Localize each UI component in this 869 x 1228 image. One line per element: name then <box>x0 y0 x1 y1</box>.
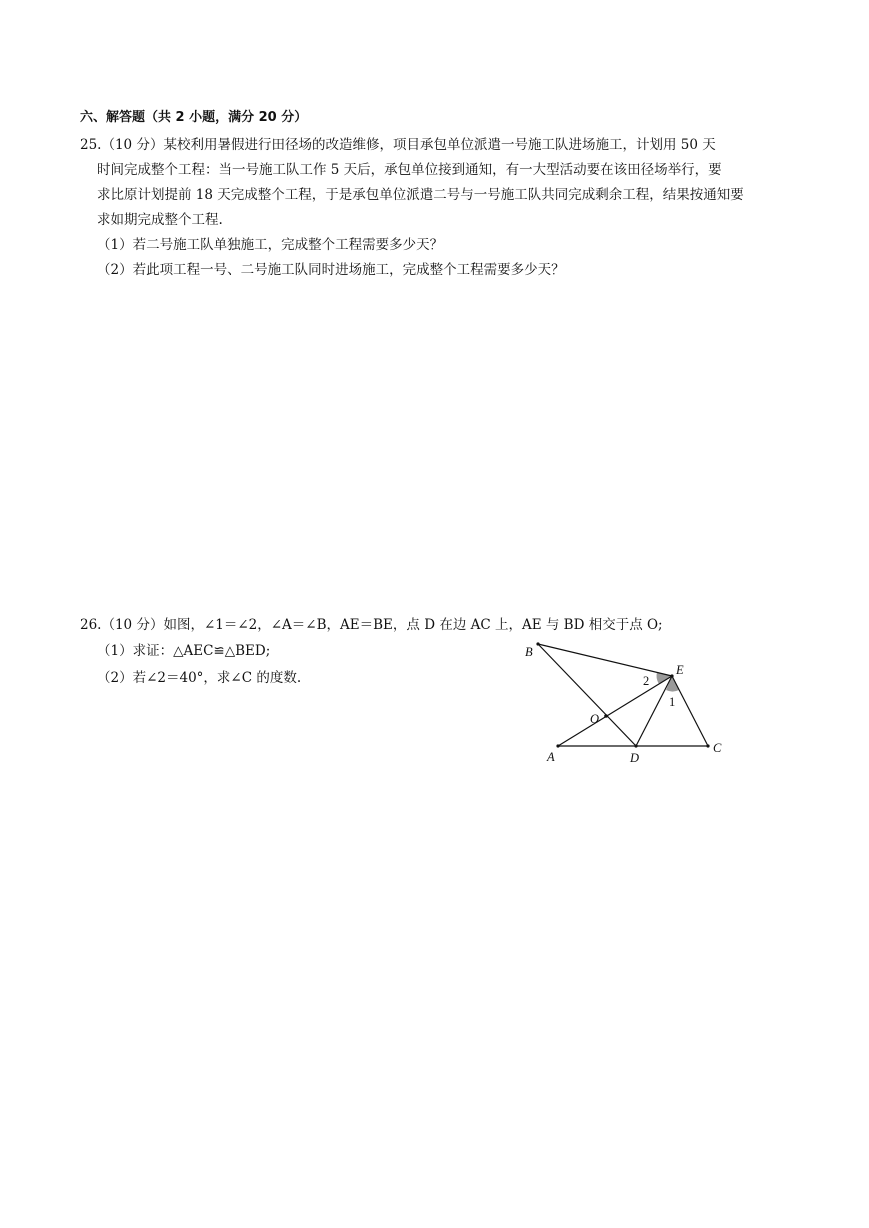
label-D: D <box>630 751 640 765</box>
label-C: C <box>713 741 722 755</box>
q26-text-line-1: 26.（10 分）如图，∠1＝∠2，∠A＝∠B，AE＝BE，点 D 在边 AC 上，AE 与 BD 相交于点 O; <box>80 617 663 633</box>
segment-AE <box>558 676 672 746</box>
label-E: E <box>676 663 684 677</box>
label-O: O <box>590 712 600 726</box>
q25-part-1: （1）若二号施工队单独施工，完成整个工程需要多少天？ <box>97 237 444 253</box>
label-A: A <box>547 750 555 764</box>
q25-text-line-4: 求如期完成整个工程. <box>97 212 223 228</box>
point-C <box>706 744 709 747</box>
segment-BD <box>538 644 636 746</box>
q26-part-2: （2）若∠2＝40°，求∠C 的度数. <box>97 670 302 686</box>
label-B: B <box>525 645 533 659</box>
q25-text-line-2: 时间完成整个工程：当一号施工队工作 5 天后，承包单位接到通知，有一大型活动要在该田径场举行，要 <box>97 162 722 178</box>
point-A <box>556 744 559 747</box>
label-angle-1: 1 <box>669 695 676 709</box>
point-E <box>670 674 673 677</box>
label-angle-2: 2 <box>643 674 650 688</box>
point-O <box>604 714 608 718</box>
point-D <box>634 744 637 747</box>
segment-EC <box>672 676 708 746</box>
geometry-figure <box>515 638 735 773</box>
q25-text-line-3: 求比原计划提前 18 天完成整个工程，于是承包单位派遣二号与一号施工队共同完成剩余工程，结果按通知要 <box>97 187 744 203</box>
segment-BE <box>538 644 672 676</box>
q26-part-1: （1）求证：△AEC≌△BED; <box>97 643 271 659</box>
q25-part-2: （2）若此项工程一号、二号施工队同时进场施工，完成整个工程需要多少天？ <box>97 262 565 278</box>
point-B <box>536 642 539 645</box>
section-heading: 六、解答题（共 2 小题，满分 20 分） <box>80 110 308 125</box>
q25-text-line-1: 25.（10 分）某校利用暑假进行田径场的改造维修，项目承包单位派遣一号施工队进场施工，计划用 50 天 <box>80 137 716 153</box>
